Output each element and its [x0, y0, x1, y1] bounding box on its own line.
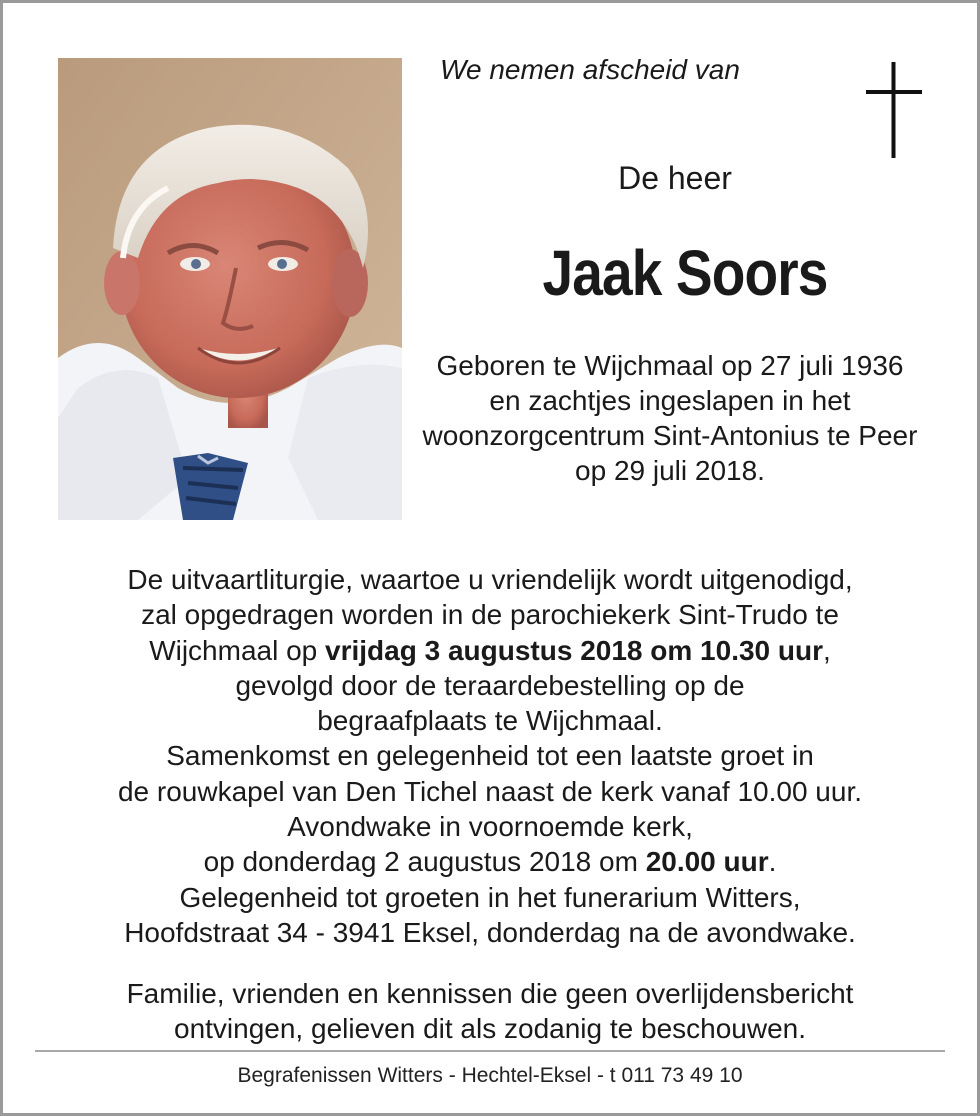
funeral-line: Gelegenheid tot groeten in het funerarium Witters,: [179, 881, 801, 913]
honorific: De heer: [618, 160, 732, 196]
funeral-line: Hoofdstraat 34 - 3941 Eksel, donderdag na de avondwake.: [124, 916, 856, 948]
funeral-line: [30, 844, 950, 879]
footer-funeral-home: Begrafenissen Witters - Hechtel-Eksel - t 011 73 49 10: [237, 1064, 743, 1087]
funeral-text: op donderdag 2 augustus 2018 om: [203, 846, 646, 878]
deceased-name: Jaak Soors: [542, 237, 828, 309]
funeral-line: [30, 633, 950, 668]
funeral-line: Avondwake in voornoemde kerk,: [287, 811, 693, 843]
divider: [35, 1050, 945, 1052]
intro-text: We nemen afscheid van: [440, 54, 740, 85]
funeral-text: .: [768, 846, 777, 878]
funeral-line: De uitvaartliturgie, waartoe u vriendelijk wordt uitgenodigd,: [127, 564, 853, 595]
cross-icon: [866, 62, 922, 158]
funeral-text: ,: [823, 634, 831, 666]
family-note-line: ontvingen, gelieven dit als zodanig te beschouwen.: [174, 1013, 806, 1044]
funeral-line: de rouwkapel van Den Tichel naast de kerk vanaf 10.00 uur.: [117, 775, 863, 807]
family-note-line: Familie, vrienden en kennissen die geen overlijdensbericht: [126, 978, 854, 1009]
birth-death-text: Geboren te Wijchmaal op 27 juli 1936 en zachtjes ingeslapen in het woonzorgcentrum Sint-Antonius te Peer op 29 juli 2018.: [422, 350, 918, 486]
funeral-text: Wijchmaal op: [149, 634, 326, 666]
funeral-date: vrijdag 3 augustus 2018 om 10.30 uur: [325, 634, 824, 666]
portrait-photo: [58, 58, 402, 520]
funeral-line: zal opgedragen worden in de parochiekerk Sint-Trudo te: [141, 599, 839, 631]
funeral-line: begraafplaats te Wijchmaal.: [317, 705, 663, 737]
funeral-line: gevolgd door de teraardebestelling op de: [235, 669, 745, 701]
funeral-details: [30, 562, 950, 950]
funeral-line: Samenkomst en gelegenheid tot een laatste groet in: [166, 740, 814, 772]
family-note: [30, 976, 950, 1046]
wake-time: 20.00 uur: [645, 846, 769, 878]
